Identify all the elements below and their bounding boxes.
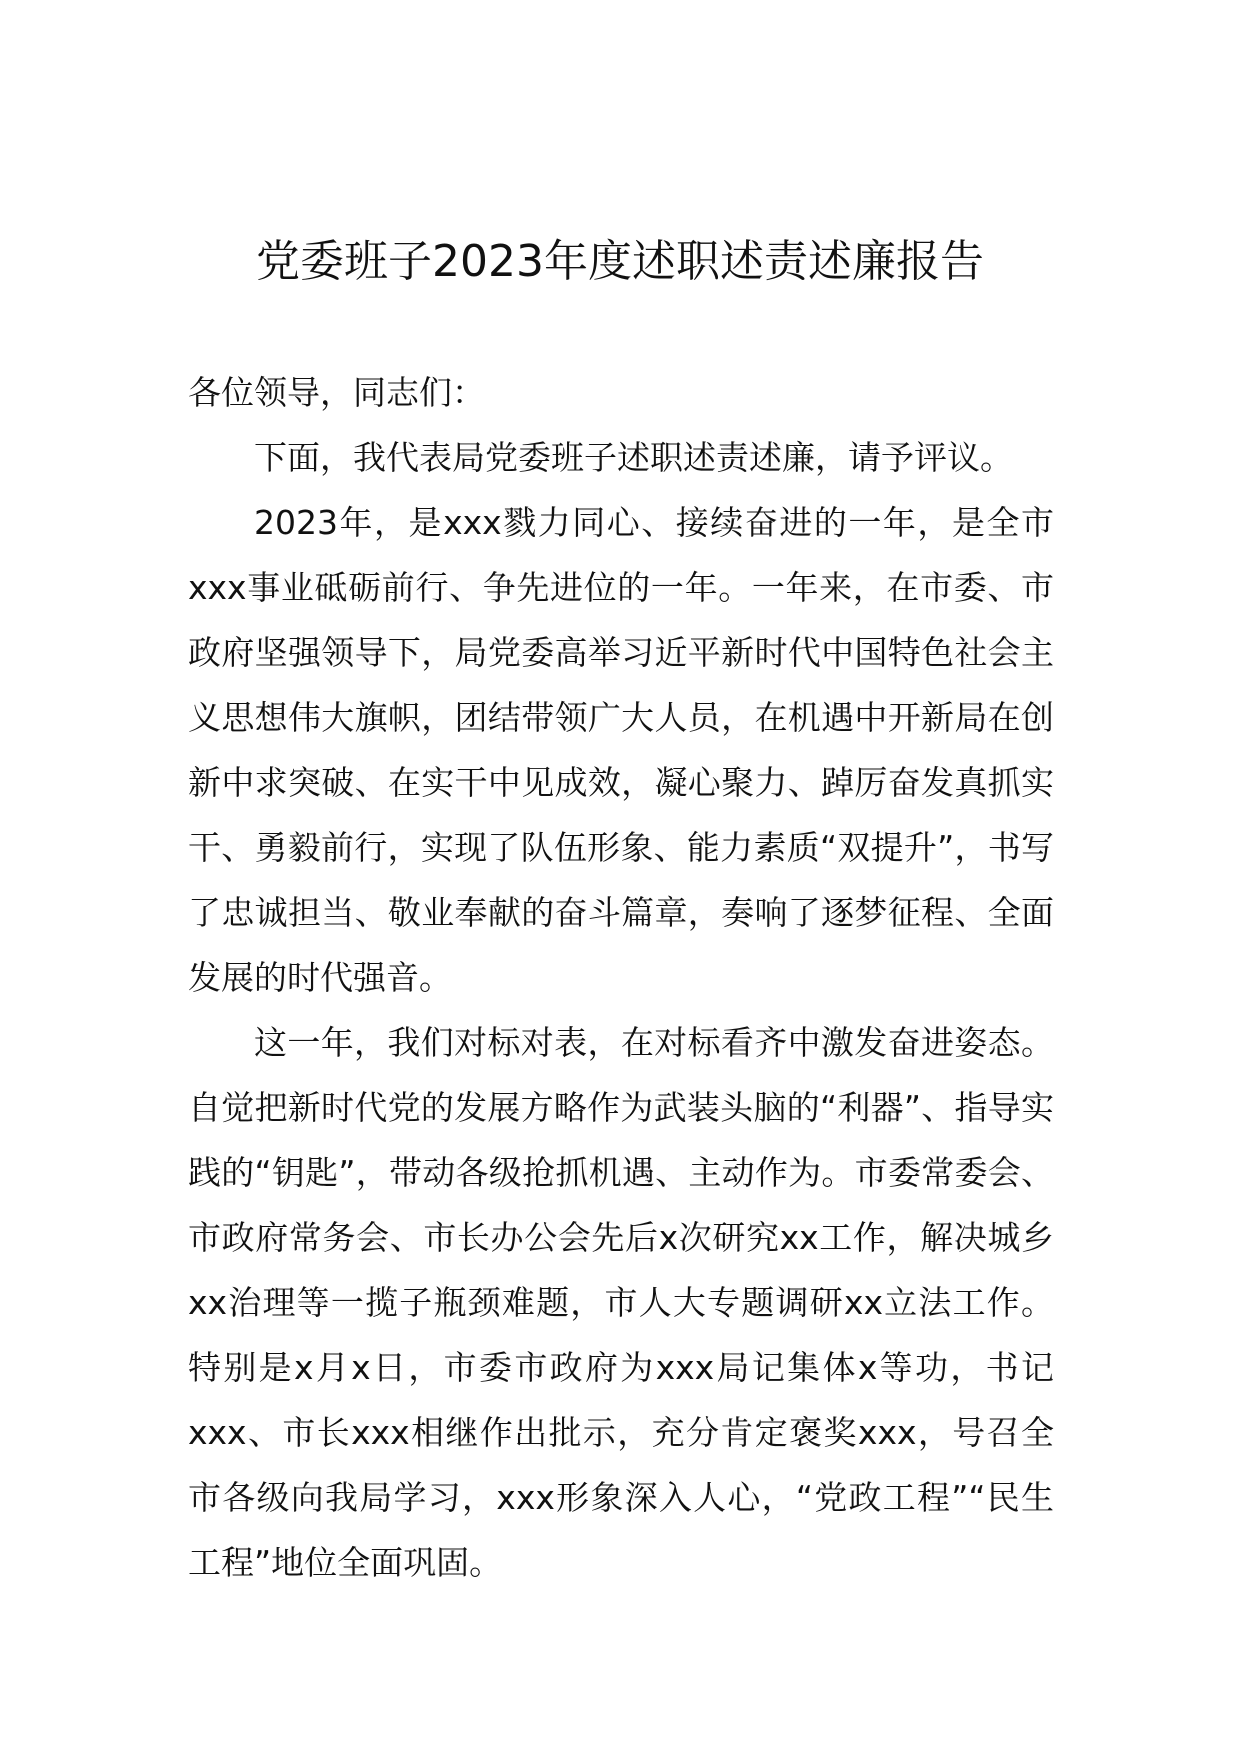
paragraph-2: 2023年，是xxx戮力同心、接续奋进的一年，是全市xxx事业砥砺前行、争先进位的一年。一年来，在市委、市政府坚强领导下，局党委高举习近平新时代中国特色社会主义思想伟大旗帜，团结带领广大人员，在机遇中开新局在创新中求突破、在实干中见成效，凝心聚力、踔厉奋发真抓实干、勇毅前行，实现了队伍形象、能力素质“双提升”，书写了忠诚担当、敬业奉献的奋斗篇章，奏响了逐梦征程、全面发展的时代强音。 bbox=[188, 503, 1054, 997]
paragraph-3: 这一年，我们对标对表，在对标看齐中激发奋进姿态。自觉把新时代党的发展方略作为武装头脑的“利器”、指导实践的“钥匙”，带动各级抢抓机遇、主动作为。市委常委会、市政府常务会、市长办公会先后x次研究xx工作，解决城乡xx治理等一揽子瓶颈难题，市人大专题调研xx立法工作。特别是x月x日，市委市政府为xxx局记集体x等功，书记xxx、市长xxx相继作出批示，充分肯定褒奖xxx，号召全市各级向我局学习，xxx形象深入人心，“党政工程”“民生工程”地位全面巩固。 bbox=[188, 1023, 1054, 1582]
document-body bbox=[188, 360, 1054, 1595]
document-title: 党委班子2023年度述职述责述廉报告 bbox=[256, 236, 984, 287]
paragraph-1: 下面，我代表局党委班子述职述责述廉，请予评议。 bbox=[254, 438, 1013, 477]
salutation: 各位领导，同志们： bbox=[188, 373, 485, 412]
